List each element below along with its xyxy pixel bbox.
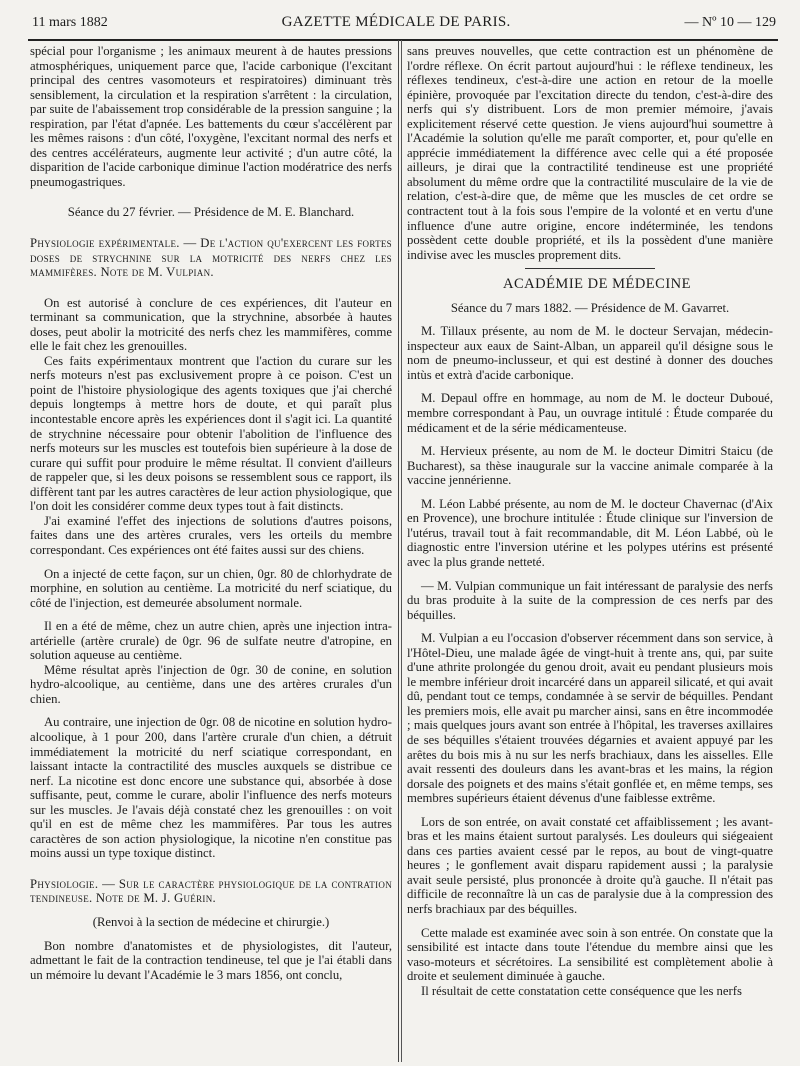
paragraph: Cette malade est examinée avec soin à son entrée. On constate que la sensibilité est intacte dans toute l'étendue du membre ainsi que les vaso-moteurs et sécrétoires. La sensibilité est complètement abolie à droite et seulement diminuée à gauche. [407,925,773,984]
paragraph: Il résultait de cette constatation cette conséquence que les nerfs [421,983,742,998]
paragraph: M. Depaul offre en hommage, au nom de M. le docteur Duboué, membre correspondant à Pau, un ouvrage intitulé : Étude comparée du médicament et de la série médicamenteuse. [407,391,773,435]
paragraph: — M. Vulpian communique un fait intéressant de paralysie des nerfs du bras produite à la suite de la compression de ces nerfs par des béquilles. [407,578,773,622]
section-title: ACADÉMIE DE MÉDECINE [502,276,691,293]
paragraph: M. Hervieux présente, au nom de M. le docteur Dimitri Staicu (de Bucharest), sa thèse inaugurale sur la vaccine animale comparée à la vaccine jennérienne. [407,444,773,488]
header-journal-title: GAZETTE MÉDICALE DE PARIS. [281,14,511,30]
header-issue-page: — Nº 10 — 129 [684,15,776,30]
header-rule [28,39,778,41]
column-divider [398,40,399,1062]
paragraph: spécial pour l'organisme ; les animaux meurent à de hautes pressions atmosphériques, uniquement parce que, l'acide carbonique (l'excitant principal des centres vasomoteurs et respiratoires) diminuant très sensiblement, la circulation et la respiration s'arrêtent : la circulation, par suite de l'abaissement trop considérable de la pression sanguine ; la respiration, par l'état d'apnée. Les battements du cœur s'accélèrent par les mêmes raisons : d'un côté, l'oxygène, l'excitant normal des nerfs et des centres accélérateurs, augmente leur activité ; d'un autre côté, la disparition de l'acide carbonique diminue l'action modératrice des nerfs pneumogastriques. [30,44,392,189]
paragraph: sans preuves nouvelles, que cette contraction est un phénomène de l'ordre réflexe. On écrit partout aujourd'hui : le réflexe tendineux, les réflexes tendineux, c'est-à-dire une action en retour de la moelle épinière, provoquée par l'excitation directe du tendon, c'est-à-dire des nerfs qui s'y distribuent. Lors de mon premier mémoire, j'avais explicitement réservé cette question. Je viens aujourd'hui soumettre à l'Académie la solution qu'elle me paraît comporter, et, pour qu'elle en apprécie immédiatement la différence avec celle qui a été proposée ailleurs, je dirai que la contractilité tendineuse est une propriété absolument du même ordre que la contractilité musculaire de la vie de relation, c'est-à-dire que, de même que les muscles de cet ordre se contractent tout à la fois sous l'empire de la volonté et en vertu d'une influence d'une autre origine, encore indéterminée, les tendons possèdent cette double propriété, et ils la possèdent d'une manière indivise avec les muscles proprement dits. [407,44,773,262]
paragraph: M. Vulpian a eu l'occasion d'observer récemment dans son service, à l'Hôtel-Dieu, une malade âgée de vingt-huit à trente ans, qui, par suite d'une athrite prolongée du genou droit, avait eu pendant plusieurs mois le membre inférieur droit incarcéré dans un appareil silicaté, et qui avait dû, pendant tout ce temps, condamnée à se servir de béquilles. Pendant les premiers mois, elle avait pu marcher ainsi, sans en être incommodée ; mais quelques jours avant son entrée à l'hôpital, les traverses axillaires de ses béquilles s'étaient trouvées dégarnies et avaient appuyé par les arêtes du bois mis à nu sur les nerfs brachiaux, dans les aisselles. Elle avait ressenti des douleurs dans les avant-bras et les mains, la région dorsale des poignets et des mains s'était gonflée et, en même temps, ses membres supérieurs étaient dévenus d'une faiblesse extrême. [407,631,773,806]
paragraph: J'ai examiné l'effet des injections de solutions d'autres poisons, faites dans une des artères crurales, vers les orteils du membre correspondant. Ces expériences ont été faites aussi sur des chiens. [30,513,392,557]
article-title: Physiologie expérimentale. — De l'action qu'exercent les fortes doses de strychnine sur la motricité des nerfs chez les mammifères. Note de M. Vulpian. [30,236,392,280]
header-date: 11 mars 1882 [32,15,108,30]
renvoi-note: (Renvoi à la section de médecine et chirurgie.) [92,914,330,929]
paragraph: M. Tillaux présente, au nom de M. le docteur Servajan, médecin-inspecteur aux eaux de Saint-Alban, un appareil qu'il désigne sous le nom de pneumo-inclusseur, et qui est destiné à donner des douches intùs et extrà d'acide carbonique. [407,324,773,382]
seance-line: Séance du 27 février. — Présidence de M. E. Blanchard. [67,205,355,220]
seance-line: Séance du 7 mars 1882. — Présidence de M. Gavarret. [450,300,730,315]
section-rule [525,268,655,269]
paragraph: Lors de son entrée, on avait constaté cet affaiblissement ; les avant-bras et les mains étaient surtout paralysés. Les douleurs qui siégeaient dans ces parties avaient cessé par le repos, au bout de vingt-quatre heures ; le gonflement avait disparu rapidement aussi ; la paralysie avait seule persisté, plus prononcée à droite qu'à gauche. Il n'était pas difficile de reconnaître là un cas de paralysie due à la compression des nerfs brachiaux par des béquilles. [407,814,773,916]
paragraph: Même résultat après l'injection de 0gr. 30 de conine, en solution hydro-alcoolique, au centième, dans une des artères crurales d'un chien. [30,662,392,706]
paragraph: M. Léon Labbé présente, au nom de M. le docteur Chavernac (d'Aix en Provence), une brochure intitulée : Étude clinique sur l'inversion de l'utérus, travail tout à fait recommandable, dit M. Léon Labbé, où le diagnostic entre l'inversion utérine et les polypes utérins est présenté avec la plus grande netteté. [407,496,773,569]
left-column [30,44,392,1060]
paragraph: Au contraire, une injection de 0gr. 08 de nicotine en solution hydro-alcoolique, à 1 pour 200, dans l'artère crurale d'un chien, a détruit immédiatement la motricité du nerf sciatique correspondant, en laissant intacte la contractilité des muscles auxquels se distribue ce nerf. La nicotine est donc encore une substance qui, absorbée à dose suffisante, peut, comme le curare, abolir l'influence des nerfs moteurs sur les muscles. Je l'avais déjà constaté chez les grenouilles : on voit qu'il en est de même chez les mammifères. Par tous les autres caractères de son action physiologique, la nicotine n'en constitue pas moins aussi un type toxique distinct. [30,715,392,861]
paragraph: On a injecté de cette façon, sur un chien, 0gr. 80 de chlorhydrate de morphine, en solution au centième. La motricité du nerf sciatique, du côté de l'injection, est demeurée absolument normale. [30,566,392,610]
page-header [32,14,776,36]
paragraph: Bon nombre d'anatomistes et de physiologistes, dit l'auteur, admettant le fait de la contraction tendineuse, tel que je l'ai établi dans un mémoire lu devant l'Académie le 3 mars 1856, ont conclu, [30,938,392,982]
right-column [407,44,773,1060]
paragraph: Ces faits expérimentaux montrent que l'action du curare sur les nerfs moteurs n'est pas exclusivement propre à ce poison. C'est un point de l'histoire physiologique des agents toxiques que j'ai cherché depuis longtemps à mettre hors de doute, et qui paraît plus incontestable encore après les expériences dont il s'agit ici. La quantité de strychnine nécessaire pour obtenir l'abolition de l'influence des nerfs moteurs sur les muscles est toutefois bien supérieure à la dose de curare qui suffit pour produire le même résultat. Il convient d'ailleurs de rappeler que, si les deux poisons se ressemblent sous ce rapport, ils diffèrent tant par les autres caractères de leur action physiologique, que l'on doit les considérer comme deux types tout à fait distincts. [30,353,392,514]
paragraph: Il en a été de même, chez un autre chien, après une injection intra-artérielle (artère crurale) de 0gr. 96 de sulfate neutre d'atropine, en solution aqueuse au centième. [30,619,392,663]
paragraph: On est autorisé à conclure de ces expériences, dit l'auteur en terminant sa communication, que la strychnine, absorbée à hautes doses, peut abolir la motricité des nerfs chez les mammifères, comme elle le fait chez les grenouilles. [30,295,392,354]
article-title: Physiologie. — Sur le caractère physiologique de la contration tendineuse. Note de M. J. Guérin. [30,876,392,906]
